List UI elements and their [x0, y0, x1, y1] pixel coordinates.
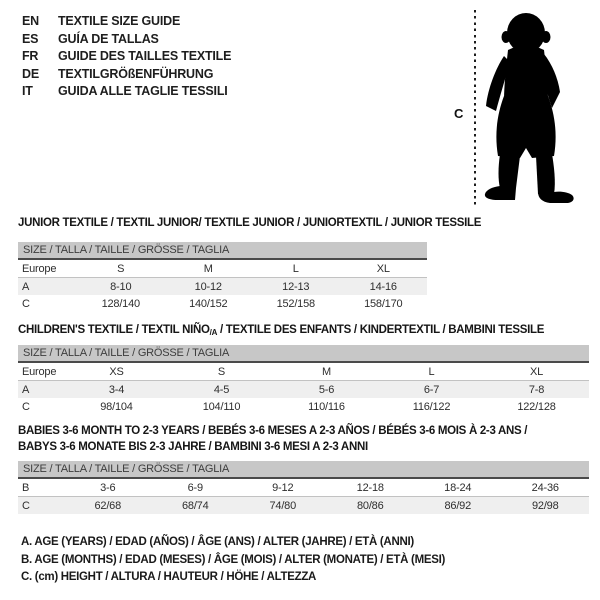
babies-title-line1: BABIES 3-6 MONTH TO 2-3 YEARS / BEBÉS 3-6 MESES A 2-3 AÑOS / BÉBÉS 3-6 MOIS À 2-3 ANS / [18, 425, 528, 437]
table-cell: A [22, 280, 30, 293]
measure-label-c: C [454, 106, 464, 121]
legend-line-c: C. (cm) HEIGHT / ALTURA / HAUTEUR / HÖHE / ALTEZZA [21, 571, 317, 584]
language-row-en [22, 13, 231, 31]
size-header-bar: SIZE / TALLA / TAILLE / GRÖSSE / TAGLIA [18, 242, 427, 260]
legend-line-b: B. AGE (MONTHS) / EDAD (MESES) / ÂGE (MOIS) / ALTER (MONATE) / ETÀ (MESI) [21, 553, 446, 566]
babies-title-line2: BABYS 3-6 MONATE BIS 2-3 JAHRE / BAMBINI 3-6 MESI A 2-3 ANNI [18, 440, 368, 453]
table-cell: 80/86 [356, 499, 384, 512]
table-cell: 110/116 [308, 400, 345, 413]
table-row [18, 295, 427, 312]
table-cell: S [77, 260, 165, 278]
table-row [18, 479, 589, 497]
table-row [18, 278, 427, 296]
table-cell: B [18, 479, 64, 497]
language-label: TEXTILGRÖßENFÜHRUNG [58, 66, 214, 81]
table-cell: L [379, 363, 484, 381]
children-title-suffix: / TEXTILE DES ENFANTS / KINDERTEXTIL / BAMBINI TESSILE [217, 324, 545, 336]
language-list [22, 13, 231, 101]
table-cell: 9-12 [239, 479, 327, 497]
junior-table-title: JUNIOR TEXTILE / TEXTIL JUNIOR/ TEXTILE JUNIOR / JUNIORTEXTIL / JUNIOR TESSILE [18, 217, 482, 229]
table-cell: Europe [18, 363, 64, 381]
language-code: ES [22, 31, 39, 46]
table-cell: M [165, 260, 253, 278]
children-table-title [18, 323, 544, 341]
table-cell: M [274, 363, 379, 381]
table-cell: 10-12 [194, 280, 222, 293]
language-label: GUIDE DES TAILLES TEXTILE [58, 49, 232, 64]
language-code: EN [22, 14, 39, 28]
table-cell: S [169, 363, 274, 381]
table-cell: XL [484, 363, 589, 381]
table-cell: 122/128 [517, 400, 556, 413]
table-cell: 6-9 [152, 479, 240, 497]
language-row-de [22, 66, 231, 84]
table-cell: XS [64, 363, 169, 381]
table-cell: A [22, 383, 30, 396]
table-cell: 116/122 [412, 400, 451, 413]
table-row [18, 363, 589, 381]
table-cell: 140/152 [189, 297, 228, 310]
table-cell: 98/104 [100, 400, 133, 413]
table-cell: 12-13 [282, 280, 310, 293]
children-title-prefix: CHILDREN'S TEXTILE / TEXTIL NIÑO [18, 324, 210, 336]
language-label: GUIDA ALLE TAGLIE TESSILI [58, 84, 228, 99]
table-cell: 152/158 [276, 297, 315, 310]
table-cell: 74/80 [269, 499, 297, 512]
table-cell: C [22, 400, 30, 413]
size-header-bar: SIZE / TALLA / TAILLE / GRÖSSE / TAGLIA [18, 461, 589, 479]
table-row [18, 381, 589, 399]
size-header-bar: SIZE / TALLA / TAILLE / GRÖSSE / TAGLIA [18, 345, 589, 363]
height-measure-dotted-line [474, 10, 476, 208]
table-cell: 12-18 [327, 479, 415, 497]
table-cell: 6-7 [423, 383, 440, 396]
table-cell: 92/98 [531, 499, 559, 512]
table-row [18, 260, 427, 278]
table-row [18, 398, 589, 415]
language-label: GUÍA DE TALLAS [58, 31, 159, 46]
table-cell: 86/92 [444, 499, 472, 512]
table-cell: C [22, 297, 30, 310]
table-cell: 3-4 [108, 383, 125, 396]
table-cell: 7-8 [528, 383, 545, 396]
babies-table-title [18, 424, 578, 455]
table-cell: 14-16 [369, 280, 397, 293]
table-cell: L [252, 260, 340, 278]
table-cell: 24-36 [502, 479, 590, 497]
children-size-table [18, 345, 589, 415]
children-title-sub: /A [209, 328, 218, 337]
table-cell: 68/74 [181, 499, 209, 512]
table-cell: XL [340, 260, 428, 278]
table-cell: 62/68 [94, 499, 122, 512]
babies-size-table [18, 461, 589, 514]
legend-line-a: A. AGE (YEARS) / EDAD (AÑOS) / ÂGE (ANS) / ALTER (JAHRE) / ETÀ (ANNI) [21, 536, 414, 548]
table-cell: 8-10 [110, 280, 132, 293]
language-row-fr [22, 48, 231, 66]
table-cell: 128/140 [101, 297, 140, 310]
table-cell: Europe [18, 260, 77, 278]
language-row-es [22, 31, 231, 49]
language-code: FR [22, 49, 39, 64]
measurement-legend [21, 534, 445, 587]
table-row [18, 497, 589, 515]
language-code: DE [22, 66, 39, 81]
table-cell: 104/110 [202, 400, 241, 413]
language-code: IT [22, 84, 33, 99]
toddler-silhouette [482, 8, 578, 208]
table-cell: C [22, 499, 30, 512]
junior-size-table [18, 242, 427, 312]
language-label: TEXTILE SIZE GUIDE [58, 14, 181, 28]
language-row-it [22, 83, 231, 101]
table-cell: 4-5 [213, 383, 230, 396]
table-cell: 5-6 [318, 383, 335, 396]
table-cell: 158/170 [364, 297, 403, 310]
table-cell: 18-24 [414, 479, 502, 497]
table-cell: 3-6 [64, 479, 152, 497]
